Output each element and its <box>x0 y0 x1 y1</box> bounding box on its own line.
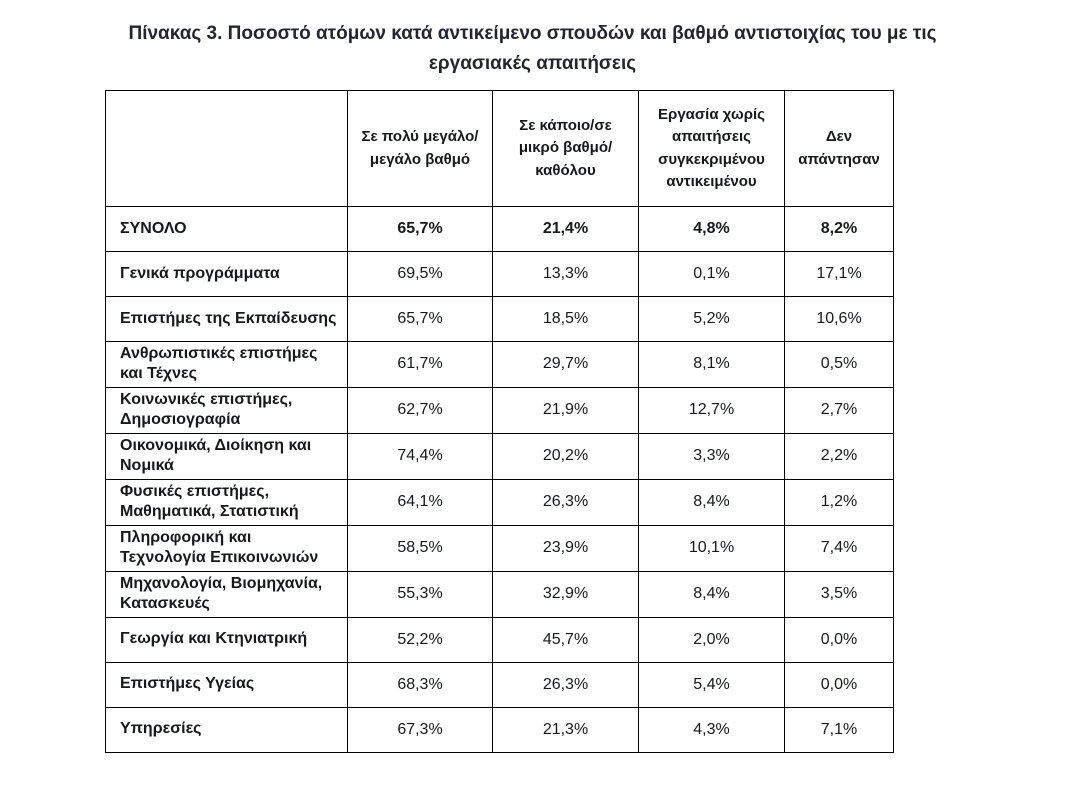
value-cell: 26,3% <box>493 662 639 707</box>
value-cell: 8,4% <box>639 479 785 525</box>
value-cell: 8,4% <box>639 571 785 617</box>
value-cell: 2,7% <box>785 387 894 433</box>
row-label-cell: Γενικά προγράμματα <box>106 252 348 297</box>
page-title: Πίνακας 3. Ποσοστό ατόμων κατά αντικείμενο σπουδών και βαθμό αντιστοιχίας του με τις εργασιακές απαιτήσεις <box>128 23 937 75</box>
value-cell: 3,3% <box>639 433 785 479</box>
row-label-cell: Ανθρωπιστικές επιστήμες και Τέχνες <box>106 342 348 388</box>
value-cell: 4,3% <box>639 707 785 752</box>
value-cell: 62,7% <box>348 387 493 433</box>
row-label-cell: Κοινωνικές επιστήμες, Δημοσιογραφία <box>106 387 348 433</box>
table-row <box>106 662 894 707</box>
value-cell: 2,0% <box>639 617 785 662</box>
row-label-cell: Υπηρεσίες <box>106 707 348 752</box>
value-cell: 23,9% <box>493 525 639 571</box>
value-cell: 4,8% <box>639 207 785 252</box>
value-cell: 7,4% <box>785 525 894 571</box>
table-row <box>106 297 894 342</box>
row-label-cell: Οικονομικά, Διοίκηση και Νομικά <box>106 433 348 479</box>
value-cell: 21,9% <box>493 387 639 433</box>
value-cell: 21,3% <box>493 707 639 752</box>
value-cell: 7,1% <box>785 707 894 752</box>
value-cell: 1,2% <box>785 479 894 525</box>
value-cell: 18,5% <box>493 297 639 342</box>
column-header: Εργασία χωρίς απαιτήσεις συγκεκριμένου αντικειμένου <box>639 91 785 207</box>
header-row <box>106 91 894 207</box>
value-cell: 45,7% <box>493 617 639 662</box>
value-cell: 0,0% <box>785 662 894 707</box>
table-row <box>106 707 894 752</box>
row-label-cell: Επιστήμες Υγείας <box>106 662 348 707</box>
value-cell: 2,2% <box>785 433 894 479</box>
table-row <box>106 387 894 433</box>
row-label-cell: Φυσικές επιστήμες, Μαθηματικά, Στατιστική <box>106 479 348 525</box>
value-cell: 5,4% <box>639 662 785 707</box>
value-cell: 68,3% <box>348 662 493 707</box>
row-label-cell: Μηχανολογία, Βιομηχανία, Κατασκευές <box>106 571 348 617</box>
value-cell: 21,4% <box>493 207 639 252</box>
value-cell: 20,2% <box>493 433 639 479</box>
value-cell: 8,2% <box>785 207 894 252</box>
corner-cell <box>106 91 348 207</box>
value-cell: 3,5% <box>785 571 894 617</box>
value-cell: 29,7% <box>493 342 639 388</box>
column-header: Σε κάποιο/σε μικρό βαθμό/καθόλου <box>493 91 639 207</box>
value-cell: 10,1% <box>639 525 785 571</box>
value-cell: 61,7% <box>348 342 493 388</box>
table-row <box>106 342 894 388</box>
table-row <box>106 433 894 479</box>
table-row <box>106 252 894 297</box>
column-header: Δεν απάντησαν <box>785 91 894 207</box>
table-row <box>106 571 894 617</box>
value-cell: 0,0% <box>785 617 894 662</box>
value-cell: 12,7% <box>639 387 785 433</box>
table-row <box>106 617 894 662</box>
data-table <box>105 90 894 753</box>
value-cell: 5,2% <box>639 297 785 342</box>
row-label-cell: Επιστήμες της Εκπαίδευσης <box>106 297 348 342</box>
value-cell: 13,3% <box>493 252 639 297</box>
row-label-cell: ΣΥΝΟΛΟ <box>106 207 348 252</box>
value-cell: 10,6% <box>785 297 894 342</box>
value-cell: 58,5% <box>348 525 493 571</box>
value-cell: 52,2% <box>348 617 493 662</box>
table-row <box>106 525 894 571</box>
value-cell: 55,3% <box>348 571 493 617</box>
row-label-cell: Πληροφορική και Τεχνολογία Επικοινωνιών <box>106 525 348 571</box>
total-row <box>106 207 894 252</box>
value-cell: 69,5% <box>348 252 493 297</box>
value-cell: 64,1% <box>348 479 493 525</box>
value-cell: 17,1% <box>785 252 894 297</box>
value-cell: 0,1% <box>639 252 785 297</box>
row-label-cell: Γεωργία και Κτηνιατρική <box>106 617 348 662</box>
value-cell: 65,7% <box>348 207 493 252</box>
value-cell: 32,9% <box>493 571 639 617</box>
value-cell: 0,5% <box>785 342 894 388</box>
value-cell: 67,3% <box>348 707 493 752</box>
value-cell: 26,3% <box>493 479 639 525</box>
column-header: Σε πολύ μεγάλο/μεγάλο βαθμό <box>348 91 493 207</box>
value-cell: 74,4% <box>348 433 493 479</box>
value-cell: 8,1% <box>639 342 785 388</box>
table-row <box>106 479 894 525</box>
value-cell: 65,7% <box>348 297 493 342</box>
